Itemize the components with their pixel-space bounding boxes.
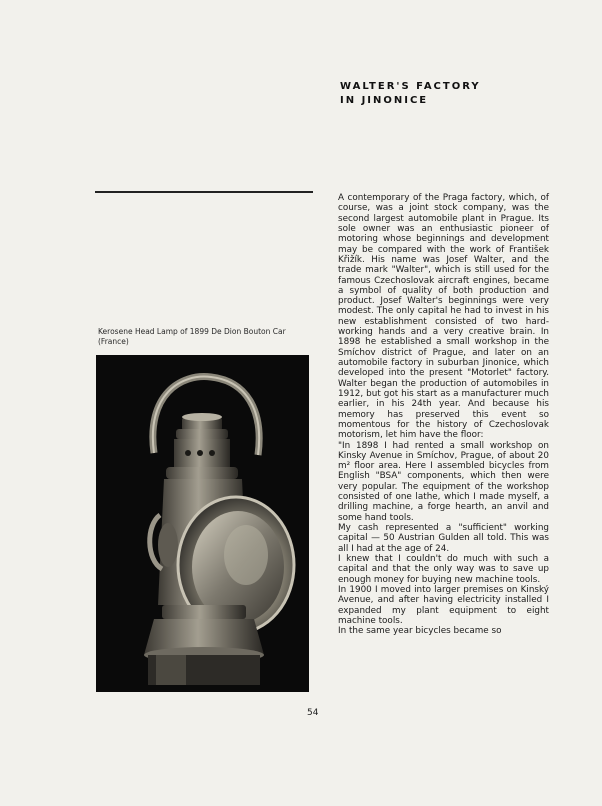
body-paragraph: I knew that I couldn't do much with such a capital and that the only way was to save up enough money for buying new machine tools. <box>338 553 549 585</box>
lamp-photograph <box>96 355 309 692</box>
chapter-heading <box>340 80 580 108</box>
chapter-heading-line-1: WALTER'S FACTORY <box>340 81 481 92</box>
photo-caption: Kerosene Head Lamp of 1899 De Dion Bouton Car (France) <box>98 327 286 346</box>
horizontal-rule <box>95 191 313 193</box>
body-paragraph: My cash represented a "sufficient" working capital — 50 Austrian Gulden all told. This was all I had at the age of 24. <box>338 523 549 554</box>
page-number: 54 <box>307 708 319 718</box>
body-paragraph: In 1900 I moved into larger premises on Kinský Avenue, and after having electricity installed I expanded my plant equipment to eight machine tools. <box>338 584 549 626</box>
body-paragraph: In the same year bicycles became so <box>338 626 502 637</box>
body-paragraph: "In 1898 I had rented a small workshop on Kinsky Avenue in Smíchov, Prague, of about 20 m² floor area. Here I assembled bicycles from English "BSA" components, which then were very popular. The equipment of the workshop consisted of one lathe, which I made myself, a drilling machine, a forge hearth, an anvil and some hand tools. <box>338 440 549 523</box>
body-text <box>338 193 549 636</box>
kerosene-lamp-image <box>96 355 309 692</box>
body-paragraph: A contemporary of the Praga factory, which, of course, was a joint stock company, was the second largest automobile plant in Prague. Its sole owner was an enthusiastic pioneer of motoring whose beginnings and development may be compared with the work of František Křižík. His name was Josef Walter, and the trade mark "Walter", which is still used for the famous Czechoslovak aircraft engines, became a symbol of quality of both production and product. Josef Walter's beginnings were very modest. The only capital he had to invest in his new establishment consisted of two hard-working hands and a very creative brain. In 1898 he established a small workshop in the Smíchov district of Prague, and later on an automobile factory in suburban Jinonice, which developed into the present "Motorlet" factory. Walter began the production of automobiles in 1912, but got his start as a manufacturer much earlier, in his 24th year. And because his memory has preserved this event so momentous for the history of Czechoslovak motorism, let him have the floor: <box>338 193 549 441</box>
chapter-heading-line-2: IN JINONICE <box>340 95 429 106</box>
